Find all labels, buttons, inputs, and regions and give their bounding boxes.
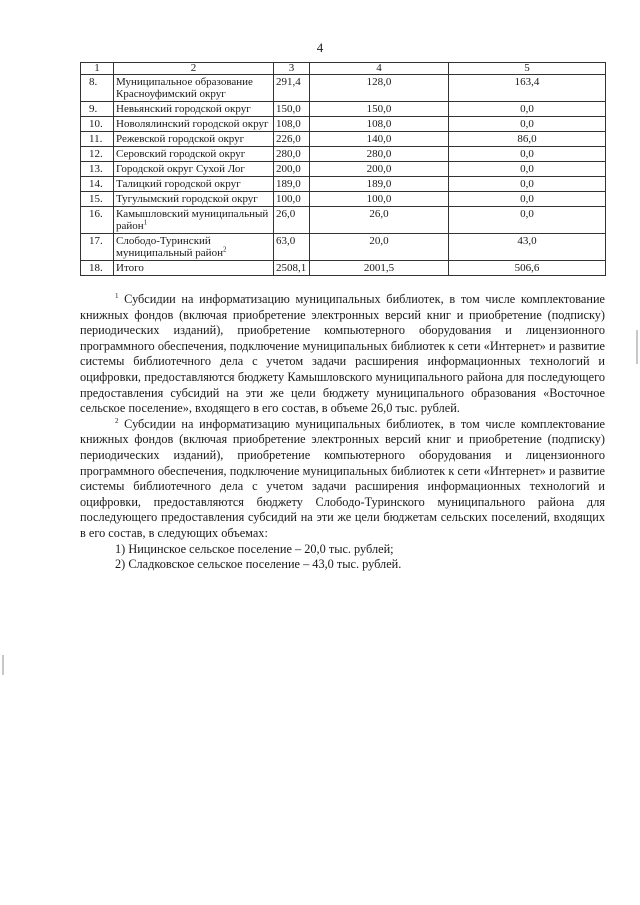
row-total-cell bbox=[274, 132, 310, 147]
cell-text: Новолялинский городской округ bbox=[116, 118, 269, 130]
cell-text: 0,0 bbox=[520, 178, 534, 190]
cell-text: 43,0 bbox=[517, 235, 537, 247]
table-row bbox=[81, 261, 606, 276]
cell-text: 200,0 bbox=[366, 163, 392, 175]
row-total-cell bbox=[274, 261, 310, 276]
cell-text: Муниципальное образование Красноуфимский округ bbox=[116, 76, 253, 100]
row-name-cell bbox=[114, 132, 274, 147]
cell-text: 10. bbox=[89, 118, 103, 130]
cell-text: 200,0 bbox=[276, 163, 301, 175]
cell-text: 128,0 bbox=[366, 76, 392, 88]
row-number-cell bbox=[81, 147, 114, 162]
row-name-cell bbox=[114, 261, 274, 276]
row-total-cell bbox=[274, 102, 310, 117]
cell-text: Слободо-Туринский муниципальный район bbox=[116, 235, 223, 259]
subsidy-table bbox=[80, 62, 606, 276]
row-col5-cell bbox=[449, 162, 606, 177]
cell-text: 0,0 bbox=[520, 163, 534, 175]
row-total-cell bbox=[274, 192, 310, 207]
cell-text: 280,0 bbox=[276, 148, 301, 160]
row-name-cell bbox=[114, 207, 274, 234]
row-col4-cell bbox=[310, 132, 449, 147]
row-col4-cell bbox=[310, 192, 449, 207]
cell-text: 0,0 bbox=[520, 103, 534, 115]
row-name-cell bbox=[114, 102, 274, 117]
table-row bbox=[81, 192, 606, 207]
cell-text: 16. bbox=[89, 208, 103, 220]
cell-text: 15. bbox=[89, 193, 103, 205]
cell-text: 2508,1 bbox=[276, 262, 307, 274]
cell-text: 13. bbox=[89, 163, 103, 175]
cell-text: 280,0 bbox=[366, 148, 392, 160]
row-col4-cell bbox=[310, 177, 449, 192]
cell-text: 189,0 bbox=[366, 178, 392, 190]
table-row bbox=[81, 75, 606, 102]
table-row bbox=[81, 177, 606, 192]
cell-text: 0,0 bbox=[520, 118, 534, 130]
row-col5-cell bbox=[449, 102, 606, 117]
table-row bbox=[81, 147, 606, 162]
cell-text: 100,0 bbox=[366, 193, 392, 205]
cell-text: Камышловский муниципальный район bbox=[116, 208, 269, 232]
cell-text: 26,0 bbox=[369, 208, 389, 220]
header-cell: 4 bbox=[310, 63, 449, 75]
cell-text: 8. bbox=[89, 76, 98, 88]
row-total-cell bbox=[274, 177, 310, 192]
cell-text: 26,0 bbox=[276, 208, 296, 220]
table-row bbox=[81, 102, 606, 117]
cell-text: 11. bbox=[89, 133, 103, 145]
row-col5-cell bbox=[449, 192, 606, 207]
row-name-cell bbox=[114, 177, 274, 192]
cell-text: 291,4 bbox=[276, 76, 301, 88]
cell-text: Городской округ Сухой Лог bbox=[116, 163, 245, 175]
footnote-2 bbox=[80, 417, 605, 542]
row-total-cell bbox=[274, 117, 310, 132]
row-col4-cell bbox=[310, 117, 449, 132]
row-col5-cell bbox=[449, 75, 606, 102]
row-number-cell bbox=[81, 261, 114, 276]
cell-text: 0,0 bbox=[520, 193, 534, 205]
row-number-cell bbox=[81, 75, 114, 102]
cell-text: 0,0 bbox=[520, 208, 534, 220]
cell-text: 150,0 bbox=[366, 103, 392, 115]
row-col5-cell bbox=[449, 234, 606, 261]
cell-text: 189,0 bbox=[276, 178, 301, 190]
row-col4-cell bbox=[310, 102, 449, 117]
row-col5-cell bbox=[449, 132, 606, 147]
table-header-row bbox=[81, 63, 606, 75]
footnote-1 bbox=[80, 292, 605, 417]
header-cell: 3 bbox=[274, 63, 310, 75]
cell-text: 140,0 bbox=[366, 133, 392, 145]
row-number-cell bbox=[81, 162, 114, 177]
page-number: 4 bbox=[316, 40, 324, 55]
cell-text: 14. bbox=[89, 178, 103, 190]
row-total-cell bbox=[274, 207, 310, 234]
row-number-cell bbox=[81, 117, 114, 132]
header-cell: 1 bbox=[81, 63, 114, 75]
cell-text: 12. bbox=[89, 148, 103, 160]
row-name-cell bbox=[114, 147, 274, 162]
footnote-ref: 1 bbox=[143, 218, 148, 227]
list-item: 2) Сладковское сельское поселение – 43,0 тыс. рублей. bbox=[115, 557, 402, 572]
row-number-cell bbox=[81, 132, 114, 147]
cell-text: 108,0 bbox=[366, 118, 392, 130]
row-col4-cell bbox=[310, 147, 449, 162]
row-number-cell bbox=[81, 207, 114, 234]
footnote-mark: 1 bbox=[115, 291, 119, 300]
row-name-cell bbox=[114, 117, 274, 132]
cell-text: 506,6 bbox=[514, 262, 540, 274]
row-name-cell bbox=[114, 75, 274, 102]
cell-text: 17. bbox=[89, 235, 103, 247]
table-row bbox=[81, 207, 606, 234]
row-col4-cell bbox=[310, 75, 449, 102]
cell-text: 100,0 bbox=[276, 193, 301, 205]
cell-text: Серовский городской округ bbox=[116, 148, 246, 160]
header-cell: 5 bbox=[449, 63, 606, 75]
table-row bbox=[81, 117, 606, 132]
table-row bbox=[81, 132, 606, 147]
header-cell: 2 bbox=[114, 63, 274, 75]
cell-text: Режевской городской округ bbox=[116, 133, 245, 145]
cell-text: Тугулымский городской округ bbox=[116, 193, 258, 205]
table-body bbox=[81, 63, 606, 276]
row-col4-cell bbox=[310, 234, 449, 261]
row-total-cell bbox=[274, 75, 310, 102]
cell-text: 63,0 bbox=[276, 235, 296, 247]
row-total-cell bbox=[274, 162, 310, 177]
cell-text: 0,0 bbox=[520, 148, 534, 160]
row-total-cell bbox=[274, 147, 310, 162]
row-name-cell bbox=[114, 192, 274, 207]
row-number-cell bbox=[81, 177, 114, 192]
cell-text: 163,4 bbox=[514, 76, 540, 88]
row-name-cell bbox=[114, 234, 274, 261]
footnote-text: Субсидии на информатизацию муниципальных библиотек, в том числе комплектование книжных фондов (включая приобретение электронных версий книг и приобретение (подписку) периодических изданий), приобретение компьютерного оборудования и лицензионного программного обеспечения, подключение муниципальных библиотек к сети «Интернет» и развитие системы библиотечного дела с учетом задачи расширения информационных технологий и оцифровки, предоставляются бюджету Камышловского муниципального района для последующего предоставления субсидий на эти же цели бюджету муниципального образования «Восточное сельское поселение», входящего в его состав, в объеме 26,0 тыс. рублей. bbox=[80, 292, 605, 416]
cell-text: 226,0 bbox=[276, 133, 301, 145]
scan-edge-mark bbox=[2, 655, 4, 675]
cell-text: 9. bbox=[89, 103, 98, 115]
row-number-cell bbox=[81, 192, 114, 207]
cell-text: Талицкий городской округ bbox=[116, 178, 241, 190]
scan-edge-mark bbox=[636, 330, 638, 364]
row-total-cell bbox=[274, 234, 310, 261]
table-row bbox=[81, 234, 606, 261]
row-col4-cell bbox=[310, 207, 449, 234]
cell-text: 20,0 bbox=[369, 235, 389, 247]
row-number-cell bbox=[81, 234, 114, 261]
cell-text: Невьянский городской округ bbox=[116, 103, 251, 115]
row-name-cell bbox=[114, 162, 274, 177]
footnote-text: Субсидии на информатизацию муниципальных библиотек, в том числе комплектование книжных фондов (включая приобретение электронных версий книг и приобретение (подписку) периодических изданий), приобретение компьютерного оборудования и лицензионного программного обеспечения, подключение муниципальных библиотек к сети «Интернет» и развитие системы библиотечного дела с учетом задачи расширения информационных технологий и оцифровки, предоставляются бюджету Слободо-Туринского муниципального района для последующего предоставления субсидий на эти же цели бюджетам сельских поселений, входящих в его состав, в следующих объемах: bbox=[80, 416, 605, 540]
list-item: 1) Ницинское сельское поселение – 20,0 тыс. рублей; bbox=[115, 541, 394, 556]
row-col5-cell bbox=[449, 261, 606, 276]
cell-text: 86,0 bbox=[517, 133, 537, 145]
cell-text: 108,0 bbox=[276, 118, 301, 130]
row-col4-cell bbox=[310, 162, 449, 177]
row-col5-cell bbox=[449, 207, 606, 234]
row-col5-cell bbox=[449, 177, 606, 192]
row-col5-cell bbox=[449, 147, 606, 162]
cell-text: 18. bbox=[89, 262, 103, 274]
cell-text: 150,0 bbox=[276, 103, 301, 115]
row-number-cell bbox=[81, 102, 114, 117]
footnote-mark: 2 bbox=[115, 416, 119, 425]
cell-text: Итого bbox=[116, 262, 144, 274]
table-row bbox=[81, 162, 606, 177]
row-col5-cell bbox=[449, 117, 606, 132]
footnote-ref: 2 bbox=[222, 245, 227, 254]
row-col4-cell bbox=[310, 261, 449, 276]
footnotes bbox=[80, 292, 605, 573]
cell-text: 2001,5 bbox=[363, 262, 395, 274]
